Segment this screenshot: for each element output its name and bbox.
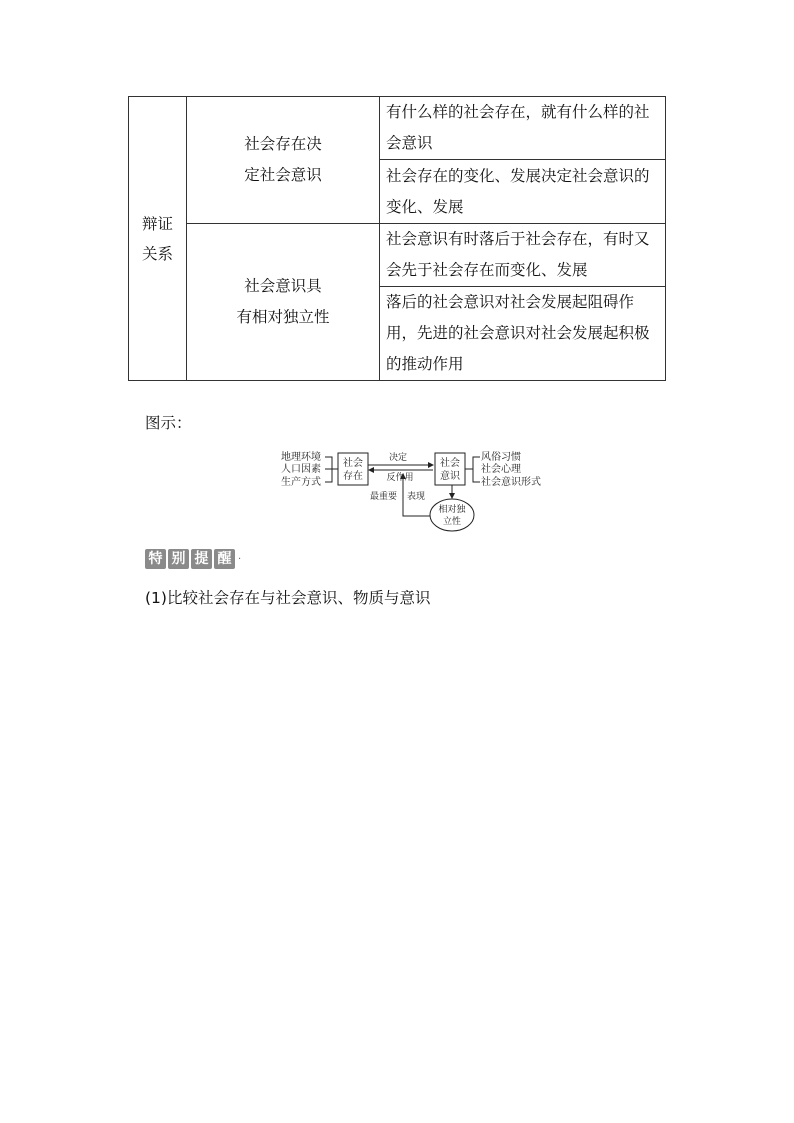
right-bracket xyxy=(465,457,480,482)
paragraph-compare: (1)比较社会存在与社会意识、物质与意识 xyxy=(145,589,431,607)
left-bracket xyxy=(325,457,338,482)
diagram-caption: 图示： xyxy=(145,414,192,432)
row-header-dialectical-relation: 辩证 关系 xyxy=(129,97,187,381)
badge-dot: · xyxy=(238,553,242,565)
badge-char: 别 xyxy=(168,549,189,569)
right-factor: 社会意识形式 xyxy=(481,477,541,488)
label-react: 反作用 xyxy=(386,473,414,483)
left-factor: 地理环境 xyxy=(281,452,321,463)
group-title-relative-independence: 社会意识具 有相对独立性 xyxy=(187,224,380,381)
relation-diagram xyxy=(270,440,560,538)
relation-table xyxy=(128,96,666,381)
box-existence-line: 社会 xyxy=(343,458,363,469)
badge-char: 醒 xyxy=(214,549,235,569)
oval-line: 相对独 xyxy=(438,505,466,515)
left-factor: 人口因素 xyxy=(281,464,321,475)
box-consciousness-line: 社会 xyxy=(440,458,460,469)
table-cell: 社会意识有时落后于社会存在，有时又会先于社会存在而变化、发展 xyxy=(380,224,666,287)
left-factor: 生产方式 xyxy=(281,477,321,488)
table-cell: 社会存在的变化、发展决定社会意识的变化、发展 xyxy=(380,160,666,224)
right-factor: 社会心理 xyxy=(481,464,521,475)
label-manifest: 表现 xyxy=(407,492,426,502)
box-existence-line: 存在 xyxy=(343,471,363,482)
badge-char: 特 xyxy=(145,549,166,569)
special-reminder-badge xyxy=(145,549,241,569)
badge-char: 提 xyxy=(191,549,212,569)
group-title-existence-decides: 社会存在决 定社会意识 xyxy=(187,97,380,224)
box-consciousness-line: 意识 xyxy=(440,471,460,482)
label-decide: 决定 xyxy=(388,453,408,463)
table-cell: 落后的社会意识对社会发展起阻碍作用，先进的社会意识对社会发展起积极的推动作用 xyxy=(380,287,666,381)
oval-line: 立性 xyxy=(442,517,462,527)
table-cell: 有什么样的社会存在，就有什么样的社会意识 xyxy=(380,97,666,160)
label-most-important: 最重要 xyxy=(370,492,398,502)
right-factor: 风俗习惯 xyxy=(481,452,521,463)
